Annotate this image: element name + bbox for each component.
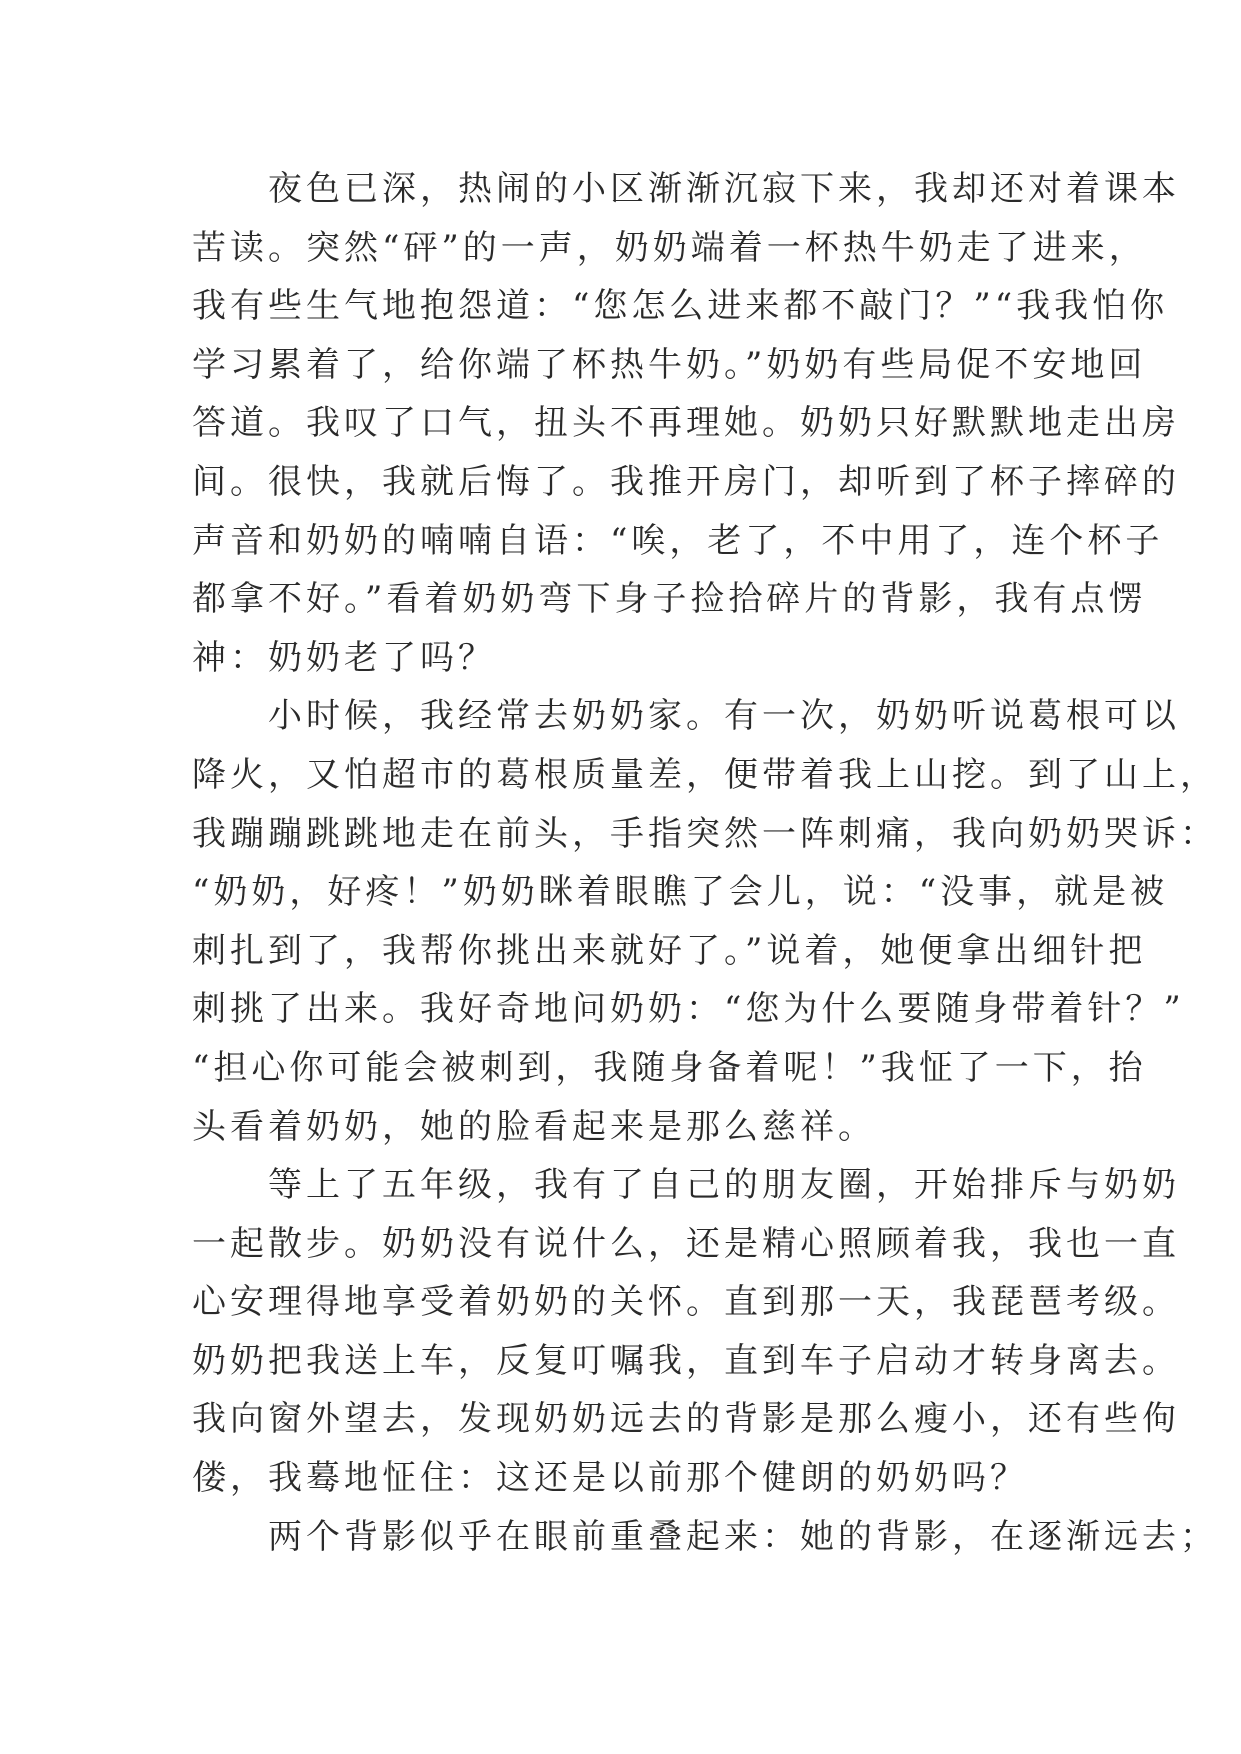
- text-line: 我蹦蹦跳跳地走在前头，手指突然一阵刺痛，我向奶奶哭诉：: [192, 813, 1218, 854]
- text-line: “奶奶，好疼！”奶奶眯着眼瞧了会儿，说：“没事，就是被: [192, 872, 1169, 913]
- text-line: 间。很快，我就后悔了。我推开房门，却听到了杯子摔碎的: [192, 461, 1180, 502]
- text-line: 声音和奶奶的喃喃自语：“唉，老了，不中用了，连个杯子: [192, 520, 1164, 561]
- text-line: 奶奶把我送上车，反复叮嘱我，直到车子启动才转身离去。: [192, 1340, 1180, 1381]
- paragraph-3: [192, 1156, 1180, 1508]
- paragraph-2: [192, 687, 1218, 1156]
- text-line: 小时候，我经常去奶奶家。有一次，奶奶听说葛根可以: [192, 696, 1180, 737]
- text-line: 刺挑了出来。我好奇地问奶奶：“您为什么要随身带着针？”: [192, 989, 1185, 1030]
- text-line: 神：奶奶老了吗？: [192, 637, 496, 678]
- text-line: 一起散步。奶奶没有说什么，还是精心照顾着我，我也一直: [192, 1223, 1180, 1264]
- essay-body: [192, 160, 1218, 1566]
- text-line: 降火，又怕超市的葛根质量差，便带着我上山挖。到了山上，: [192, 754, 1218, 795]
- text-line: 等上了五年级，我有了自己的朋友圈，开始排斥与奶奶: [192, 1165, 1180, 1206]
- text-line: 我有些生气地抱怨道：“您怎么进来都不敲门？”“我我怕你: [192, 286, 1169, 327]
- text-line: 头看着奶奶，她的脸看起来是那么慈祥。: [192, 1106, 876, 1147]
- paragraph-1: [192, 160, 1180, 687]
- text-line: 偻，我蓦地怔住：这还是以前那个健朗的奶奶吗？: [192, 1458, 1028, 1499]
- text-line: 苦读。突然“砰”的一声，奶奶端着一杯热牛奶走了进来，: [192, 227, 1147, 268]
- text-line: 心安理得地享受着奶奶的关怀。直到那一天，我琵琶考级。: [192, 1282, 1180, 1323]
- text-line: 两个背影似乎在眼前重叠起来：她的背影，在逐渐远去；: [192, 1516, 1218, 1557]
- text-line: 都拿不好。”看着奶奶弯下身子捡拾碎片的背影，我有点愣: [192, 579, 1147, 620]
- text-line: 学习累着了，给你端了杯热牛奶。”奶奶有些局促不安地回: [192, 344, 1147, 385]
- text-line: 夜色已深，热闹的小区渐渐沉寂下来，我却还对着课本: [192, 169, 1180, 209]
- text-line: 刺扎到了，我帮你挑出来就好了。”说着，她便拿出细针把: [192, 930, 1147, 971]
- text-line: 我向窗外望去，发现奶奶远去的背影是那么瘦小，还有些佝: [192, 1399, 1180, 1440]
- paragraph-4: [192, 1508, 1218, 1567]
- text-line: “担心你可能会被刺到，我随身备着呢！”我怔了一下，抬: [192, 1047, 1147, 1088]
- text-line: 答道。我叹了口气，扭头不再理她。奶奶只好默默地走出房: [192, 403, 1180, 444]
